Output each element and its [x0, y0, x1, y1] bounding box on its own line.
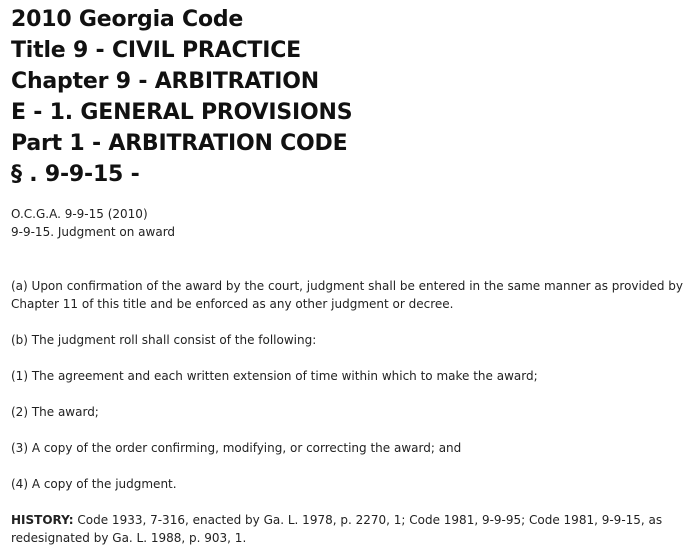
list-item-4: (4) A copy of the judgment.	[11, 477, 177, 491]
list-item-1: (1) The agreement and each written extension of time within which to make the award;	[11, 369, 538, 383]
list-item-2: (2) The award;	[11, 405, 99, 419]
history-label: HISTORY:	[11, 513, 74, 527]
code-heading: 2010 Georgia Code	[11, 7, 244, 32]
section-heading: § . 9-9-15 -	[11, 162, 140, 187]
statute-body	[11, 277, 687, 547]
chapter-heading: Chapter 9 - ARBITRATION	[11, 69, 319, 94]
history-note	[11, 511, 687, 547]
paragraph-b: (b) The judgment roll shall consist of the following:	[11, 333, 317, 347]
article-heading: E - 1. GENERAL PROVISIONS	[11, 100, 353, 125]
heading-block	[11, 4, 687, 190]
section-title: 9-9-15. Judgment on award	[11, 225, 176, 239]
citation: O.C.G.A. 9-9-15 (2010)	[11, 207, 148, 221]
list-item-3: (3) A copy of the order confirming, modifying, or correcting the award; and	[11, 441, 462, 455]
paragraph-a: (a) Upon confirmation of the award by the court, judgment shall be entered in the same manner as provided by Chapter 11 of this title and be enforced as any other judgment or decree.	[11, 279, 683, 311]
section-meta	[11, 205, 687, 241]
history-text: Code 1933, 7-316, enacted by Ga. L. 1978, p. 2270, 1; Code 1981, 9-9-95; Code 1981, 9-9-15, as redesignated by Ga. L. 1988, p. 903, 1.	[11, 513, 663, 545]
part-heading: Part 1 - ARBITRATION CODE	[11, 131, 348, 156]
title-heading: Title 9 - CIVIL PRACTICE	[11, 38, 301, 63]
